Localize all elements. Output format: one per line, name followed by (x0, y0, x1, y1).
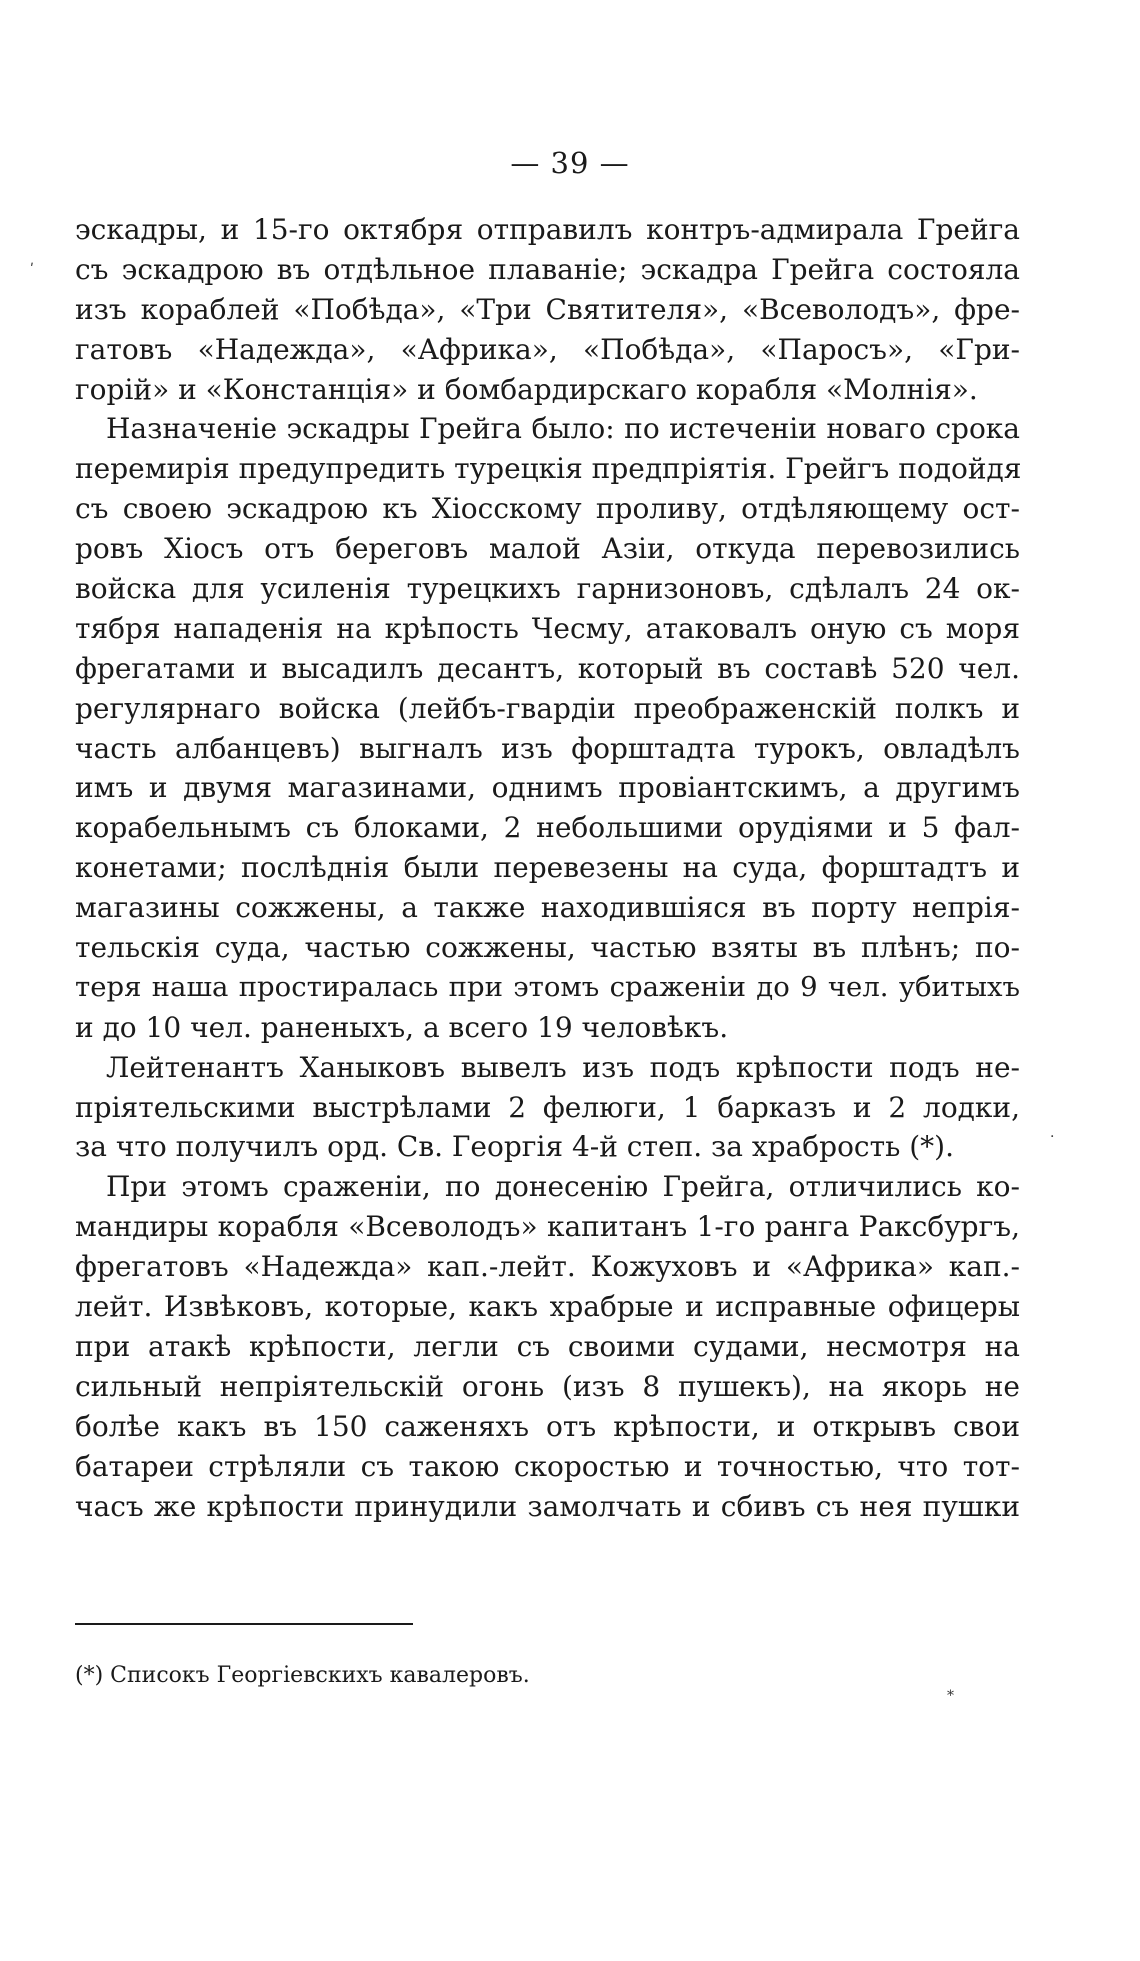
text-line: сильный непріятельскій огонь (изъ 8 пушекъ), на якорь не (75, 1369, 1020, 1403)
text-line: съ своею эскадрою къ Хіосскому проливу, отдѣляющему ост- (75, 492, 1020, 526)
text-line: часъ же крѣпости принудили замолчать и сбивъ съ нея пушки (75, 1489, 1020, 1523)
text-line: фрегатами и высадилъ десантъ, который въ составѣ 520 чел. (75, 651, 1020, 685)
text-line: Назначеніе эскадры Грейга было: по истеченіи новаго срока (106, 412, 1020, 446)
text-line: и до 10 чел. раненыхъ, а всего 19 человѣкъ. (75, 1010, 729, 1044)
text-line: При этомъ сраженіи, по донесенію Грейга, отличились ко- (106, 1170, 1020, 1204)
text-line: болѣе какъ въ 150 саженяхъ отъ крѣпости, и открывъ свои (75, 1409, 1020, 1443)
text-line: изъ кораблей «Побѣда», «Три Святителя», «Всеволодъ», фре- (75, 292, 1020, 326)
text-line: регулярнаго войска (лейбъ-гвардіи преображенскій полкъ и (75, 691, 1020, 725)
scan-speck: * (947, 1688, 954, 1704)
body-text (75, 210, 1020, 1526)
scan-speck: · (1050, 1129, 1055, 1145)
text-line: съ эскадрою въ отдѣльное плаваніе; эскадра Грейга состояла (75, 252, 1020, 286)
text-line: теря наша простиралась при этомъ сраженіи до 9 чел. убитыхъ (75, 970, 1020, 1003)
text-line: ровъ Хіосъ отъ береговъ малой Азіи, откуда перевозились (75, 532, 1020, 566)
text-line: часть албанцевъ) выгналъ изъ форштадта турокъ, овладѣлъ (75, 731, 1020, 765)
text-line: конетами; послѣднія были перевезены на суда, форштадтъ и (75, 851, 1020, 885)
scan-speck: ʹ (30, 262, 34, 278)
text-line: при атакѣ крѣпости, легли съ своими судами, несмотря на (75, 1329, 1020, 1363)
text-line: войска для усиленія турецкихъ гарнизоновъ, сдѣлалъ 24 ок- (75, 572, 1020, 606)
text-line: мандиры корабля «Всеволодъ» капитанъ 1-го ранга Раксбургъ, (75, 1210, 1020, 1244)
text-line: имъ и двумя магазинами, однимъ провіантскимъ, а другимъ (75, 771, 1020, 805)
text-line: гатовъ «Надежда», «Африка», «Побѣда», «Паросъ», «Гри- (75, 332, 1020, 366)
footnote: (*) Списокъ Георгіевскихъ кавалеровъ. (75, 1663, 530, 1688)
text-line: тября нападенія на крѣпость Чесму, атаковалъ оную съ моря (75, 611, 1020, 645)
text-line: батареи стрѣляли съ такою скоростью и точностью, что тот- (75, 1449, 1020, 1483)
text-line: тельскія суда, частью сожжены, частью взяты въ плѣнъ; по- (75, 931, 1020, 965)
text-line: пріятельскими выстрѣлами 2 фелюги, 1 барказъ и 2 лодки, (75, 1090, 1020, 1124)
text-line: фрегатовъ «Надежда» кап.-лейт. Кожуховъ и «Африка» кап.- (75, 1250, 1020, 1284)
text-line: корабельнымъ съ блоками, 2 небольшими орудіями и 5 фал- (75, 811, 1020, 845)
text-line: Лейтенантъ Ханыковъ вывелъ изъ подъ крѣпости подъ не- (106, 1050, 1020, 1084)
footnote-divider (75, 1623, 413, 1625)
text-line: лейт. Извѣковъ, которые, какъ храбрые и исправные офицеры (75, 1290, 1020, 1324)
page-number: — 39 — (510, 146, 630, 180)
text-line: за что получилъ орд. Св. Георгія 4-й степ. за храбрость (*). (75, 1130, 954, 1164)
text-line: горій» и «Констанція» и бомбардирскаго корабля «Молнія». (75, 372, 978, 406)
text-line: эскадры, и 15-го октября отправилъ контръ-адмирала Грейга (75, 213, 1020, 246)
text-line: магазины сожжены, а также находившіяся въ порту непрія- (75, 891, 1020, 925)
text-line: перемирія предупредить турецкія предпріятія. Грейгъ подойдя (75, 452, 1022, 486)
